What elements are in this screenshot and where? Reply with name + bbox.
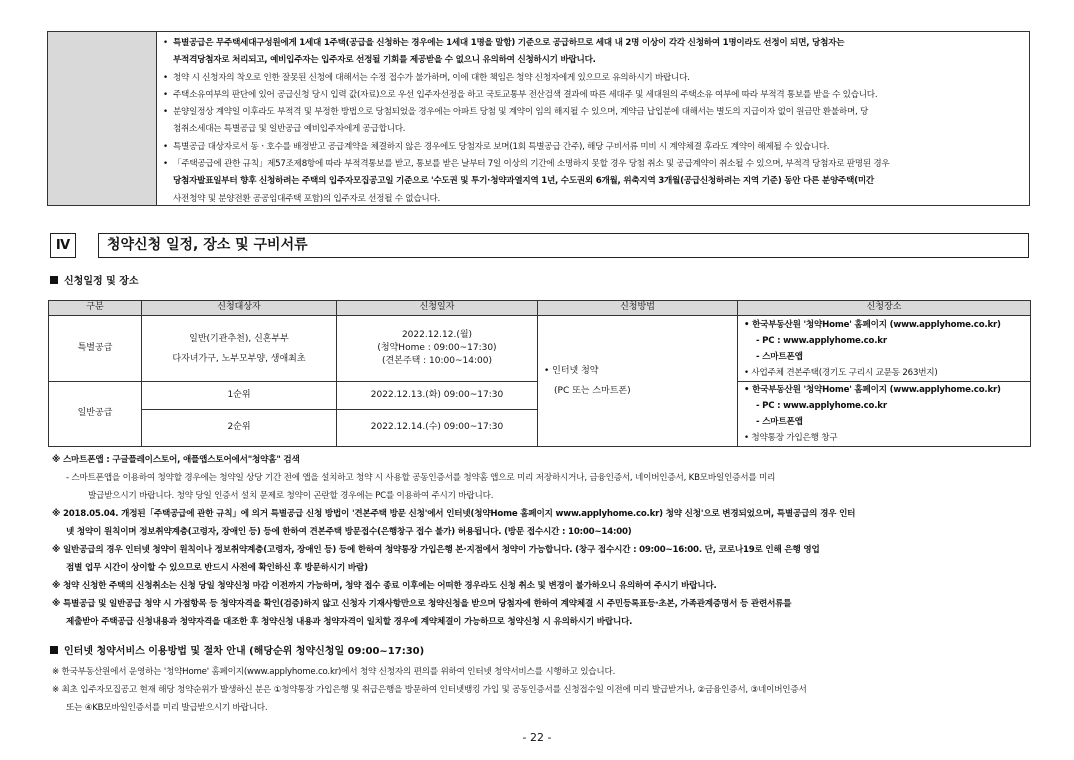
- rank-cell: 2순위: [142, 410, 337, 447]
- place-line: • 한국부동산원 '청약Home' 홈페이지 (www.applyhome.co.kr): [744, 319, 1001, 330]
- date-cell: 2022.12.13.(화) 09:00~17:30: [337, 382, 538, 410]
- place-line: - 스마트폰앱: [756, 417, 803, 427]
- notice-text: 부적격당첨자로 처리되고, 예비입주자는 입주자로 선정될 기회를 제공받을 수 없으니 유의하여 신청하시기 바랍니다.: [173, 55, 596, 66]
- header-cell: 구분: [49, 301, 142, 316]
- square-bullet-icon: [50, 646, 58, 654]
- page-number: - 22 -: [522, 731, 552, 744]
- date-line: (견본주택 : 10:00~14:00): [382, 356, 492, 366]
- target-cell: [142, 316, 337, 382]
- bullet-icon: •: [163, 72, 168, 83]
- date-line: (청약Home : 09:00~17:30): [377, 343, 497, 353]
- notice-text: 주택소유여부의 판단에 있어 공급신청 당시 입력 값(자료)으로 우선 입주자선정을 하고 국토교통부 전산검색 결과에 따른 세대주 및 세대원의 주택소유 여부에 따라 부적격 통보를 받을 수 있습니다.: [173, 89, 878, 100]
- notice-item: [163, 87, 1023, 104]
- notice-item: [163, 52, 1023, 69]
- notice-text: 당첨자발표일부터 향후 신청하려는 주택의 입주자모집공고일 기준으로 '수도권 및 투기·청약과열지역 1년, 수도권외 6개월, 위축지역 3개월(공급신청하려는 지역 기준) 동안 다른 분양주택(미간: [173, 176, 874, 187]
- notice-text: 「주택공급에 관한 규칙」제57조제8항에 따라 부적격통보를 받고, 통보를 받은 날부터 7일 이상의 기간에 소명하지 못할 경우 당첨 취소 및 공급계약이 취소될 수 있으며, 부적격 당첨자로 판명된 경우: [173, 159, 890, 170]
- target-line: 일반(기관추천), 신혼부부: [189, 333, 289, 344]
- note-line: - 스마트폰앱을 이용하여 청약할 경우에는 청약일 상당 기간 전에 앱을 설치하고 청약 시 사용할 공동인증서를 청약홈 앱으로 미리 저장하시거나, 금융인증서, 네이버인증서, KB모바일인증서를 미리: [66, 473, 776, 483]
- place-line: - PC : www.applyhome.co.kr: [756, 335, 887, 346]
- place-line: - PC : www.applyhome.co.kr: [756, 401, 887, 411]
- notice-item: [163, 139, 1023, 156]
- note-line: 제출받아 주택공급 신청내용과 청약자격을 대조한 후 청약신청 내용과 청약자격이 일치할 경우에 계약체결이 가능하므로 청약신청 시 유의하시기 바랍니다.: [66, 617, 633, 627]
- bullet-icon: •: [163, 107, 168, 118]
- note-line: ※ 특별공급 및 일반공급 청약 시 가점항목 등 청약자격을 확인(검증)하지 않고 신청자 기재사항만으로 청약신청을 받으며 당첨자에 한하여 계약체결 시 주민등록표등·초본, 가족관계증명서 등 관련서류를: [52, 599, 792, 609]
- subsection-title: 신청일정 및 장소: [64, 276, 139, 287]
- subsection-title: 인터넷 청약서비스 이용방법 및 절차 안내 (해당순위 청약신청일 09:00~17:30): [64, 646, 425, 657]
- notice-item: [163, 173, 1023, 190]
- date-cell: 2022.12.14.(수) 09:00~17:30: [337, 410, 538, 447]
- category-cell: 일반공급: [49, 382, 142, 447]
- table-row: [49, 316, 1031, 382]
- bullet-icon: [163, 173, 173, 190]
- bullet-icon: •: [163, 38, 168, 48]
- notice-item: [163, 121, 1023, 138]
- target-line: 다자녀가구, 노부모부양, 생애최초: [172, 353, 306, 364]
- notice-item: [163, 35, 1023, 52]
- place-cell-special: [738, 316, 1031, 382]
- internet-guide-block: [52, 663, 1027, 717]
- place-line: • 청약통장 가입은행 창구: [744, 433, 838, 443]
- method-line: • 인터넷 청약: [544, 366, 599, 376]
- category-cell: 특별공급: [49, 316, 142, 382]
- guide-line: ※ 한국부동산원에서 운영하는 '청약Home' 홈페이지(www.applyhome.co.kr)에서 청약 신청자의 편의를 위하여 인터넷 청약서비스를 시행하고 있습니다.: [52, 667, 616, 677]
- square-bullet-icon: [50, 276, 58, 284]
- header-cell: 신청방법: [538, 301, 738, 316]
- section-number: Ⅳ: [50, 233, 76, 258]
- notice-text: 첨취소세대는 특별공급 및 일반공급 예비입주자에게 공급합니다.: [173, 124, 406, 135]
- notice-item: [163, 70, 1023, 87]
- bullet-icon: [163, 191, 173, 208]
- guide-line: 또는 ④KB모바일인증서를 미리 발급받으시기 바랍니다.: [66, 703, 268, 713]
- header-cell: 신청대상자: [142, 301, 337, 316]
- date-line: 2022.12.12.(월): [401, 330, 473, 340]
- bullet-icon: •: [163, 89, 168, 100]
- note-line: 넷 청약이 원칙이며 정보취약계층(고령자, 장애인 등) 등에 한하여 견본주택 방문접수(은행창구 접수 불가) 허용됩니다. (방문 접수시간 : 10:00~14:00): [66, 527, 632, 537]
- place-line: • 사업주체 견본주택(경기도 구리시 교문동 263번지): [744, 367, 938, 378]
- notice-text: 특별공급은 무주택세대구성원에게 1세대 1주택(공급을 신청하는 경우에는 1세대 1명을 말함) 기준으로 공급하므로 세대 내 2명 이상이 각각 신청하여 1명이라도 선정이 되면, 당첨자는: [173, 38, 845, 48]
- date-cell: [337, 316, 538, 382]
- note-line: ※ 2018.05.04. 개정된「주택공급에 관한 규칙」에 의거 특별공급 신청 방법이 '견본주택 방문 신청'에서 인터넷(청약Home 홈페이지 www.applyhome.co.kr) 청약 신청'으로 변경되었으며, 특별공급의 경우 인터: [52, 509, 856, 519]
- notice-text: 사전청약 및 분양전환 공공임대주택 포함)의 입주자로 선정될 수 없습니다.: [173, 193, 440, 204]
- notice-text: 특별공급 대상자로서 동ㆍ호수를 배정받고 공급계약을 체결하지 않은 경우에도 당첨자로 보며(1회 특별공급 간주), 해당 구비서류 미비 시 계약체결 후라도 계약이 해제될 수 있습니다.: [173, 141, 830, 152]
- subsection-heading-internet: [50, 645, 424, 658]
- notice-list: [157, 32, 1029, 205]
- note-line: 점별 업무 시간이 상이할 수 있으므로 반드시 사전에 확인하신 후 방문하시기 바람): [66, 563, 368, 573]
- note-line: ※ 일반공급의 경우 인터넷 청약이 원칙이나 정보취약계층(고령자, 장애인 등) 등에 한하여 청약통장 가입은행 본·지점에서 청약이 가능합니다. (창구 접수시간 : 09:00~16:00. 단, 코로나19로 인해 은행 영업: [52, 545, 820, 555]
- place-line: - 스마트폰앱: [756, 351, 803, 362]
- method-line: (PC 또는 스마트폰): [554, 386, 631, 396]
- bullet-icon: [163, 52, 173, 69]
- subsection-heading-schedule: [50, 275, 139, 288]
- bullet-icon: •: [163, 159, 168, 170]
- notice-item: [163, 104, 1023, 121]
- note-line: 발급받으시기 바랍니다. 청약 당일 인증서 설치 문제로 청약이 곤란할 경우에는 PC를 이용하여 주시기 바랍니다.: [88, 491, 494, 501]
- bullet-icon: [163, 121, 173, 138]
- notice-item: [163, 156, 1023, 173]
- guide-line: ※ 최초 입주자모집공고 현재 해당 청약순위가 발생하신 분은 ①청약통장 가입은행 및 취급은행을 방문하여 인터넷뱅킹 가입 및 공동인증서를 신청접수일 이전에 미리 발급받거나, ②금융인증서, ③네이버인증서: [52, 685, 807, 695]
- method-cell: [538, 316, 738, 447]
- note-line: ※ 스마트폰앱 : 구글플레이스토어, 애플앱스토어에서"청약홈" 검색: [52, 455, 300, 465]
- bullet-icon: •: [163, 141, 168, 152]
- notice-item: [163, 191, 1023, 208]
- notice-table: [47, 31, 1030, 206]
- rank-cell: 1순위: [142, 382, 337, 410]
- place-line: • 한국부동산원 '청약Home' 홈페이지 (www.applyhome.co.kr): [744, 385, 1001, 395]
- note-line: ※ 청약 신청한 주택의 신청취소는 신청 당일 청약신청 마감 이전까지 가능하며, 청약 접수 종료 이후에는 어떠한 경우라도 신청 취소 및 변경이 불가하오니 유의하여 주시기 바랍니다.: [52, 581, 717, 591]
- place-cell-general: [738, 382, 1031, 447]
- header-cell: 신청장소: [738, 301, 1031, 316]
- notes-block: [52, 451, 1027, 631]
- header-cell: 신청일자: [337, 301, 538, 316]
- table-header-row: [49, 301, 1031, 316]
- schedule-table: [48, 300, 1031, 447]
- notice-text: 청약 시 신청자의 착오로 인한 잘못된 신청에 대해서는 수정 접수가 불가하며, 이에 대한 책임은 청약 신청자에게 있으므로 유의하시기 바랍니다.: [173, 72, 690, 83]
- notice-table-label-cell: [48, 32, 157, 205]
- section-title: 청약신청 일정, 장소 및 구비서류: [98, 233, 1029, 258]
- notice-text: 분양일정상 계약일 이후라도 부적격 및 부정한 방법으로 당첨되었을 경우에는 아파트 당첨 및 계약이 임의 해지될 수 있으며, 계약금 납입분에 대해서는 별도의 지급이자 없이 원금만 환불하며, 당: [173, 107, 869, 118]
